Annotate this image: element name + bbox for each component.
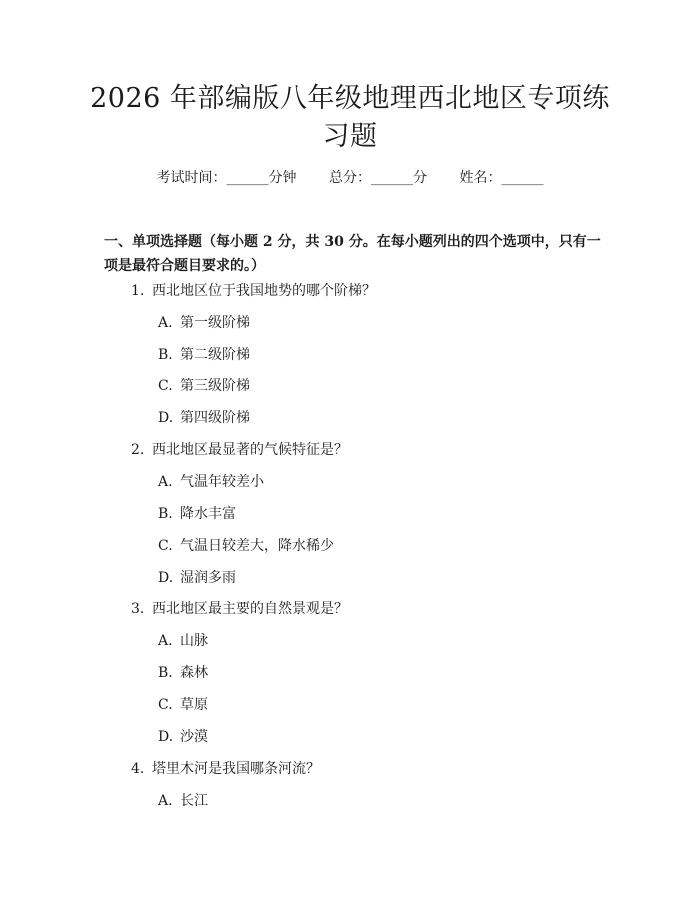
question-stem (131, 440, 348, 460)
answer-option (158, 631, 208, 651)
option-letter: B. (158, 347, 173, 363)
total-score-label: 总分：______分 (329, 170, 427, 186)
answer-option (158, 663, 208, 683)
exam-time-label: 考试时间：______分钟 (156, 170, 297, 186)
option-text: 第二级阶梯 (180, 347, 250, 363)
option-text: 第一级阶梯 (180, 315, 250, 331)
answer-option (158, 695, 208, 715)
option-letter: D. (158, 729, 174, 745)
option-text: 气温日较差大，降水稀少 (180, 538, 334, 554)
option-text: 气温年较差小 (180, 474, 264, 490)
option-letter: D. (158, 410, 174, 426)
option-letter: B. (158, 665, 173, 681)
option-text: 森林 (180, 665, 208, 681)
answer-option (158, 313, 250, 333)
question-number: 2. (131, 442, 145, 458)
question-number: 3. (131, 601, 145, 617)
question-stem (131, 599, 348, 619)
option-letter: A. (158, 315, 173, 331)
answer-option (158, 727, 208, 747)
question-text: 西北地区最主要的自然景观是？ (152, 601, 348, 617)
exam-info-line (0, 168, 700, 188)
answer-option (158, 472, 264, 492)
option-letter: B. (158, 506, 173, 522)
question-stem (131, 281, 376, 301)
option-text: 湿润多雨 (180, 570, 236, 586)
option-text: 第三级阶梯 (180, 378, 250, 394)
page-title: 2026 年部编版八年级地理西北地区专项练习题 (90, 83, 610, 152)
option-letter: C. (158, 378, 173, 394)
option-text: 山脉 (180, 633, 208, 649)
question-text: 西北地区最显著的气候特征是？ (152, 442, 348, 458)
option-text: 降水丰富 (180, 506, 236, 522)
option-letter: D. (158, 570, 174, 586)
answer-option (158, 376, 250, 396)
question-text: 西北地区位于我国地势的哪个阶梯？ (152, 283, 376, 299)
option-letter: C. (158, 538, 173, 554)
option-text: 草原 (180, 697, 208, 713)
option-letter: A. (158, 474, 173, 490)
option-text: 沙漠 (180, 729, 208, 745)
section-heading: 一、单项选择题（每小题 2 分，共 30 分。在每小题列出的四个选项中，只有一项是最符合题目要求的。） (104, 234, 601, 274)
question-number: 4. (131, 761, 145, 777)
answer-option (158, 568, 236, 588)
answer-option (158, 536, 334, 556)
option-letter: A. (158, 793, 173, 809)
answer-option (158, 345, 250, 365)
question-stem (131, 759, 320, 779)
answer-option (158, 408, 250, 428)
name-label: 姓名：______ (459, 170, 544, 186)
option-letter: A. (158, 633, 173, 649)
question-number: 1. (131, 283, 145, 299)
answer-option (158, 791, 208, 811)
question-text: 塔里木河是我国哪条河流？ (152, 761, 320, 777)
option-text: 长江 (180, 793, 208, 809)
answer-option (158, 504, 236, 524)
option-text: 第四级阶梯 (180, 410, 250, 426)
option-letter: C. (158, 697, 173, 713)
